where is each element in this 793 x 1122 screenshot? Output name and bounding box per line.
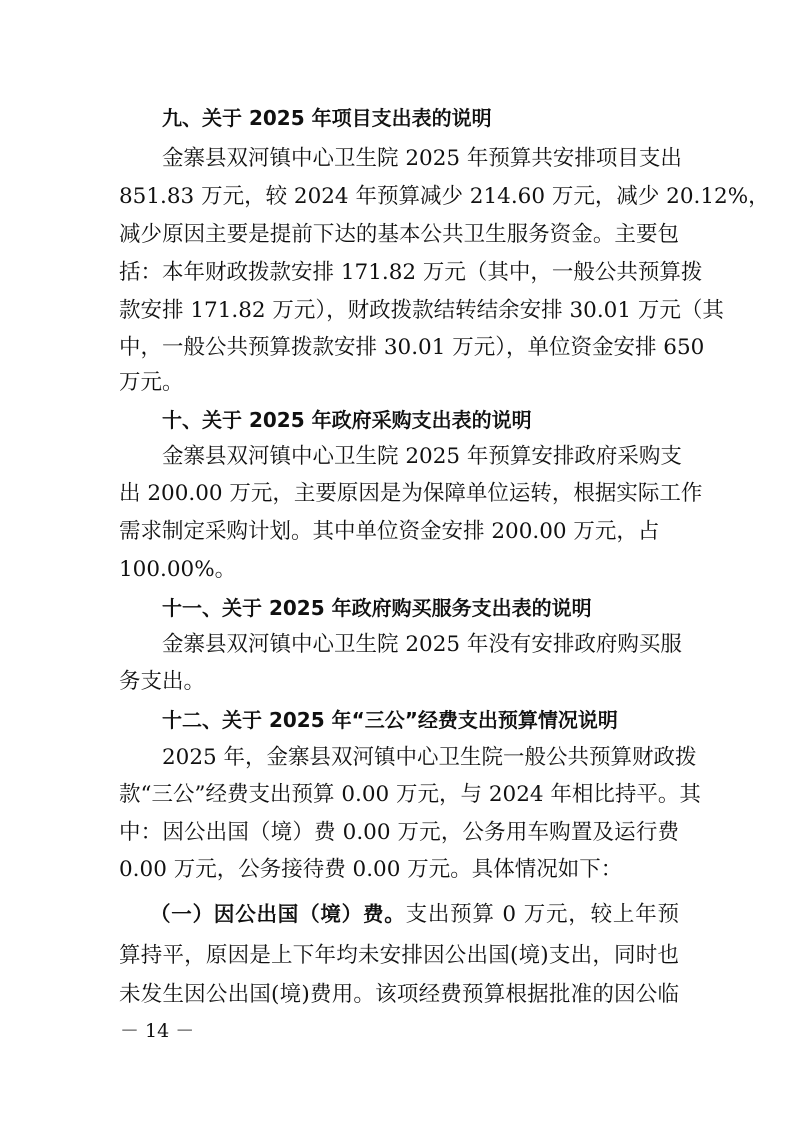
section-heading-10: 十、关于 2025 年政府采购支出表的说明 [162,408,532,432]
subsection-lead: （一）因公出国（境）费。 [150,902,406,926]
section-heading-12: 十二、关于 2025 年“三公”经费支出预算情况说明 [162,708,618,732]
subsection-first-line [150,897,679,931]
paragraph-line: 中：因公出国（境）费 0.00 万元，公务用车购置及运行费 [119,820,679,845]
page-number: － 14 － [120,1020,195,1042]
paragraph-line: 万元。 [119,370,184,395]
paragraph-line: 金寨县双河镇中心卫生院 2025 年预算共安排项目支出 [162,146,682,171]
subsection-first-line-text: 支出预算 0 万元，较上年预 [405,902,679,927]
paragraph-line: 2025 年，金寨县双河镇中心卫生院一般公共预算财政拨 [162,745,697,770]
paragraph-line: 款安排 171.82 万元），财政拨款结转结余安排 30.01 万元（其 [119,298,724,323]
paragraph-line: 0.00 万元，公务接待费 0.00 万元。具体情况如下： [119,857,623,882]
paragraph-line: 金寨县双河镇中心卫生院 2025 年预算安排政府采购支 [162,444,682,469]
paragraph-line: 务支出。 [119,669,206,694]
paragraph-line: 括：本年财政拨款安排 171.82 万元（其中，一般公共预算拨 [119,260,703,285]
section-heading-9: 九、关于 2025 年项目支出表的说明 [162,106,492,130]
section-heading-11: 十一、关于 2025 年政府购买服务支出表的说明 [162,596,592,620]
paragraph-line: 金寨县双河镇中心卫生院 2025 年没有安排政府购买服 [162,632,682,657]
paragraph-line: 中，一般公共预算拨款安排 30.01 万元），单位资金安排 650 [119,335,705,360]
paragraph-line: 需求制定采购计划。其中单位资金安排 200.00 万元，占 [119,519,660,544]
paragraph-line: 款“三公”经费支出预算 0.00 万元，与 2024 年相比持平。其 [119,782,701,807]
paragraph-line: 出 200.00 万元，主要原因是为保障单位运转，根据实际工作 [119,481,703,506]
paragraph-line: 851.83 万元，较 2024 年预算减少 214.60 万元，减少 20.12%， [119,184,770,209]
paragraph-line: 算持平，原因是上下年均未安排因公出国(境)支出，同时也 [119,943,679,968]
paragraph-line: 减少原因主要是提前下达的基本公共卫生服务资金。主要包 [119,222,679,247]
paragraph-line: 100.00%。 [119,557,237,582]
paragraph-line: 未发生因公出国(境)费用。该项经费预算根据批准的因公临 [119,982,679,1007]
